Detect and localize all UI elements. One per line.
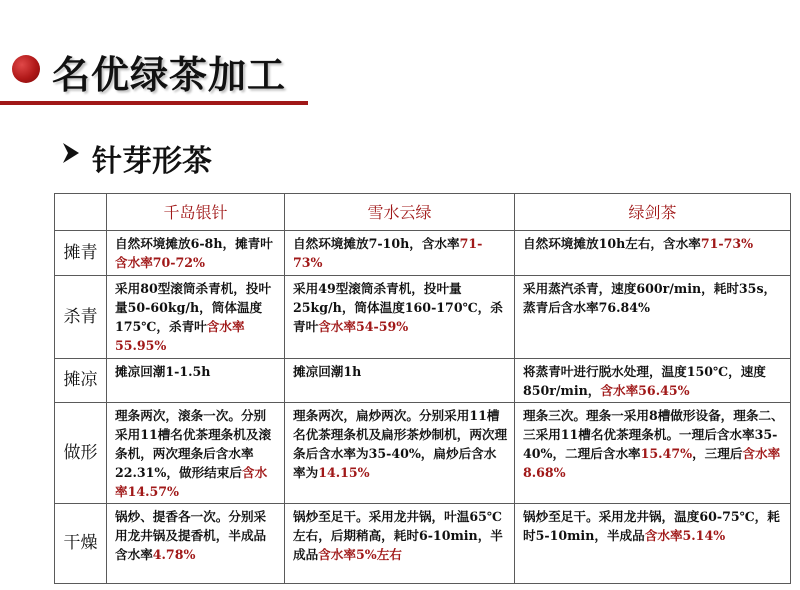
cell-highlight: 含水率56.45%	[600, 383, 690, 398]
table-cell	[107, 231, 285, 276]
cell-text: 采用80型滚筒杀青机，投叶量50-60kg/h，筒体温度175℃，杀青叶	[115, 281, 272, 334]
table-cell	[285, 403, 515, 504]
cell-text: 锅炒至足干。采用龙井锅，温度60-75℃，耗时5-10min，半成品	[523, 509, 780, 543]
cell-text: 锅炒、提香各一次。分别采用龙井锅及提香机，半成品含水率	[115, 509, 267, 562]
table-header-row	[55, 194, 791, 231]
slide-subtitle: 针芽形茶	[92, 144, 212, 179]
header-xueshui-yunlv: 雪水云绿	[285, 194, 515, 231]
table-cell	[515, 403, 791, 504]
title-area	[0, 0, 800, 110]
bullet-dot-icon	[12, 55, 40, 83]
cell-text: 理条三次。理条一采用8槽做形设备，理条二、三采用11槽名优茶理条机。一理后含水率35-40%，二理后含水率	[523, 408, 784, 461]
arrow-bullet-icon	[62, 142, 80, 164]
cell-highlight: 71-73%	[700, 236, 754, 251]
cell-text: 锅炒至足干。采用龙井锅，叶温65℃左右，后期稍高，耗时6-10min，半成品	[293, 509, 503, 562]
table-cell	[285, 231, 515, 276]
cell-highlight: 含水率55.95%	[115, 319, 245, 353]
table-row	[55, 359, 791, 403]
cell-text: 采用49型滚筒杀青机，投叶量25kg/h，筒体温度160-170℃，杀青叶	[293, 281, 503, 334]
cell-highlight: 含水率14.57%	[115, 465, 268, 499]
cell-text: 理条两次，扁炒两次。分别采用11槽名优茶理条机及扁形茶炒制机，两次理条后含水率为35-40%，扁炒后含水率为	[293, 408, 508, 480]
cell-text: 自然环境摊放6-8h，摊青叶	[115, 236, 273, 251]
table-cell	[107, 403, 285, 504]
table-cell	[107, 359, 285, 403]
cell-text-2: ，三理后	[692, 446, 743, 461]
cell-highlight: 14.15%	[318, 465, 370, 480]
row-label: 杀青	[55, 276, 107, 359]
table-cell	[515, 504, 791, 584]
row-label: 做形	[55, 403, 107, 504]
header-corner	[55, 194, 107, 231]
table-cell	[285, 504, 515, 584]
table-row	[55, 403, 791, 504]
table-cell	[285, 359, 515, 403]
cell-highlight: 含水率70-72%	[115, 255, 206, 270]
row-label: 摊青	[55, 231, 107, 276]
table-row	[55, 231, 791, 276]
table-cell	[107, 504, 285, 584]
cell-highlight: 含水率5.14%	[644, 528, 726, 543]
cell-highlight-2: 含水率8.68%	[523, 446, 781, 480]
cell-highlight: 含水率54-59%	[318, 319, 409, 334]
cell-text: 理条两次，滚条一次。分别采用11槽名优茶理条机及滚条机，两次理条后含水率22.31%，做形结束后	[115, 408, 272, 480]
slide-title: 名优绿茶加工	[52, 53, 287, 97]
table-cell	[515, 276, 791, 359]
header-qiandao-yinzhen: 千岛银针	[107, 194, 285, 231]
cell-highlight: 15.47%	[640, 446, 693, 461]
table-cell	[515, 359, 791, 403]
header-lvjian-cha: 绿剑茶	[515, 194, 791, 231]
table-cell	[107, 276, 285, 359]
table-cell	[515, 231, 791, 276]
cell-text: 采用蒸汽杀青，速度600r/min，耗时35s，蒸青后含水率76.84%	[523, 281, 777, 315]
cell-text: 自然环境摊放7-10h，含水率	[293, 236, 460, 251]
table-cell	[285, 276, 515, 359]
cell-text: 摊凉回潮1h	[293, 364, 362, 379]
table-row	[55, 504, 791, 584]
table-row	[55, 276, 791, 359]
cell-text: 摊凉回潮1-1.5h	[115, 364, 211, 379]
row-label: 摊凉	[55, 359, 107, 403]
title-underline	[0, 101, 308, 105]
cell-text: 将蒸青叶进行脱水处理，温度150℃，速度850r/min，	[523, 364, 766, 398]
cell-highlight: 4.78%	[152, 547, 196, 562]
cell-highlight: 71-73%	[293, 236, 483, 270]
cell-text: 自然环境摊放10h左右，含水率	[523, 236, 701, 251]
row-label: 干燥	[55, 504, 107, 584]
process-table	[54, 193, 791, 584]
cell-highlight: 含水率5%左右	[318, 547, 402, 562]
